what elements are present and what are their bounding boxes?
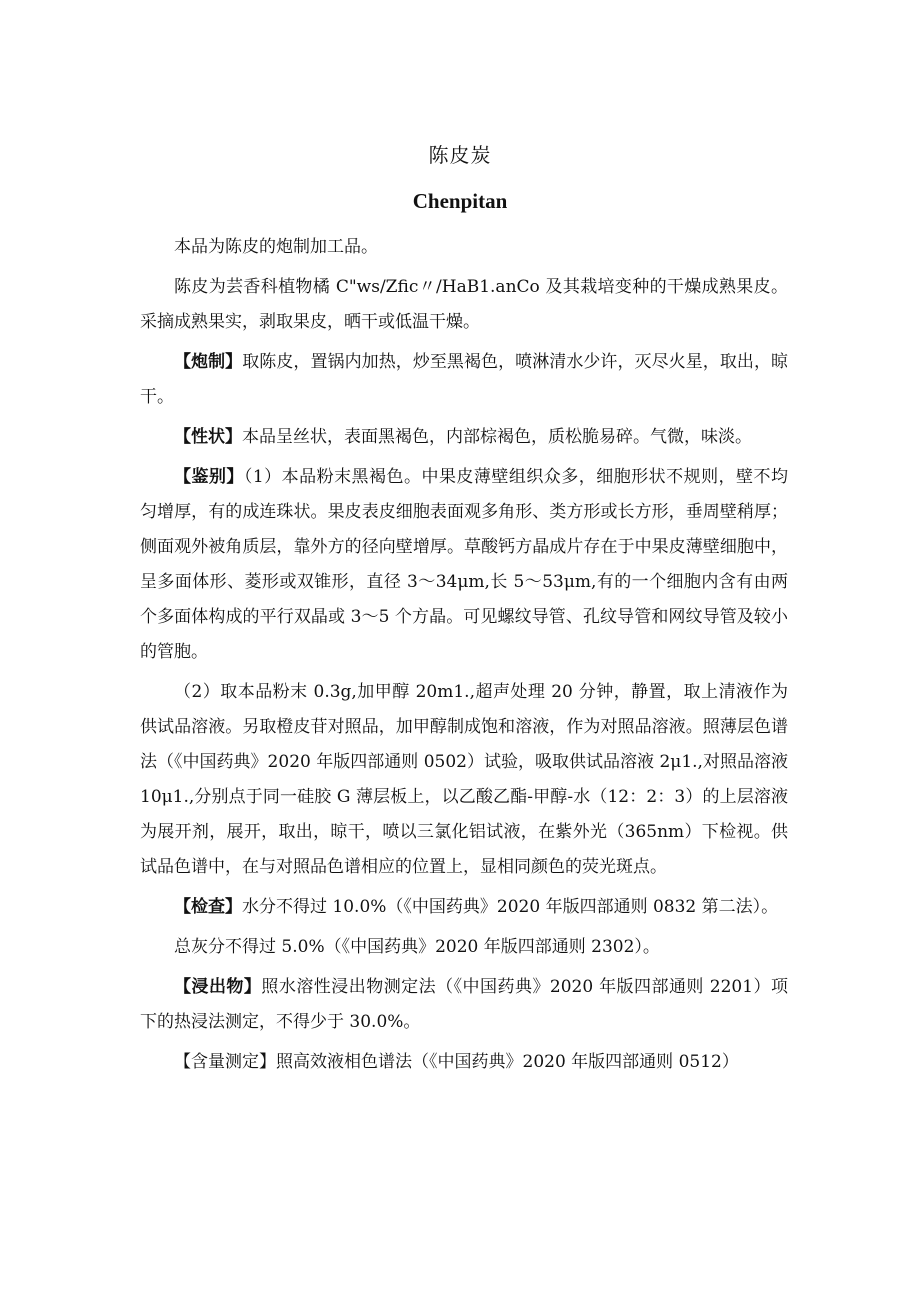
- paragraph-total-ash: [140, 930, 788, 965]
- section-label-inspection: 【检查】: [174, 897, 242, 917]
- title-chinese: 陈皮炭: [428, 143, 492, 167]
- paragraph-description: [140, 420, 788, 455]
- paragraph-identification-1: [140, 460, 788, 670]
- paragraph-source: [140, 270, 788, 340]
- paragraph-text: 取陈皮，置锅内加热，炒至黑褐色，喷淋清水少许，灭尽火星，取出，晾干。: [140, 352, 789, 407]
- monograph-body: [140, 230, 788, 1080]
- paragraph-text: 水分不得过 10.0%（《中国药典》2020 年版四部通则 0832 第二法）。: [242, 897, 779, 917]
- title-pinyin: Chenpitan: [412, 189, 508, 213]
- section-label-assay: 【含量测定】: [174, 1052, 276, 1072]
- paragraph-text: 照水溶性浸出物测定法（《中国药典》2020 年版四部通则 2201）项下的热浸法测定，不得少于 30.0%。: [140, 977, 788, 1032]
- paragraph-text: 陈皮为芸香科植物橘 C"ws/Zfic〃/HaB1.anCo 及其栽培变种的干燥成熟果皮。采摘成熟果实，剥取果皮，晒干或低温干燥。: [140, 277, 788, 332]
- paragraph-extractives: [140, 970, 788, 1040]
- paragraph-text: 本品为陈皮的炮制加工品。: [174, 237, 378, 257]
- paragraph-text: （2）取本品粉末 0.3g,加甲醇 20m1.,超声处理 20 分钟，静置，取上清液作为供试品溶液。另取橙皮苷对照品，加甲醇制成饱和溶液，作为对照品溶液。照薄层色谱法（《中国药典》2020 年版四部通则 0502）试验，吸取供试品溶液 2μ1.,对照品溶液 10μ1.,分别点于同一硅胶 G 薄层板上，以乙酸乙酯-甲醇-水（12：2：3）的上层溶液为展开剂，展开，取出，晾干，喷以三氯化铝试液，在紫外光（365nm）下检视。供试品色谱中，在与对照品色谱相应的位置上，显相同颜色的荧光斑点。: [140, 682, 788, 877]
- paragraph-assay: [140, 1045, 788, 1080]
- paragraph-processing: [140, 345, 788, 415]
- section-label-description: 【性状】: [174, 427, 242, 447]
- section-label-processing: 【炮制】: [174, 352, 243, 372]
- paragraph-text: （1）本品粉末黑褐色。中果皮薄壁组织众多，细胞形状不规则，壁不均匀增厚，有的成连珠状。果皮表皮细胞表面观多角形、类方形或长方形，垂周壁稍厚；侧面观外被角质层，靠外方的径向壁增厚。草酸钙方晶成片存在于中果皮薄壁细胞中，呈多面体形、菱形或双锥形，直径 3～34μm,长 5～53μm,有的一个细胞内含有由两个多面体构成的平行双晶或 3～5 个方晶。可见螺纹导管、孔纹导管和网纹导管及较小的管胞。: [140, 467, 788, 662]
- section-label-extractives: 【浸出物】: [174, 977, 262, 997]
- paragraph-text: 总灰分不得过 5.0%（《中国药典》2020 年版四部通则 2302）。: [174, 937, 660, 957]
- paragraph-identification-2: [140, 675, 788, 885]
- paragraph-text: 照高效液相色谱法（《中国药典》2020 年版四部通则 0512）: [276, 1052, 739, 1072]
- paragraph-inspection: [140, 890, 788, 925]
- paragraph-text: 本品呈丝状，表面黑褐色，内部棕褐色，质松脆易碎。气微，味淡。: [242, 427, 752, 447]
- paragraph-intro: [140, 230, 788, 265]
- section-label-identification: 【鉴别】: [174, 467, 244, 487]
